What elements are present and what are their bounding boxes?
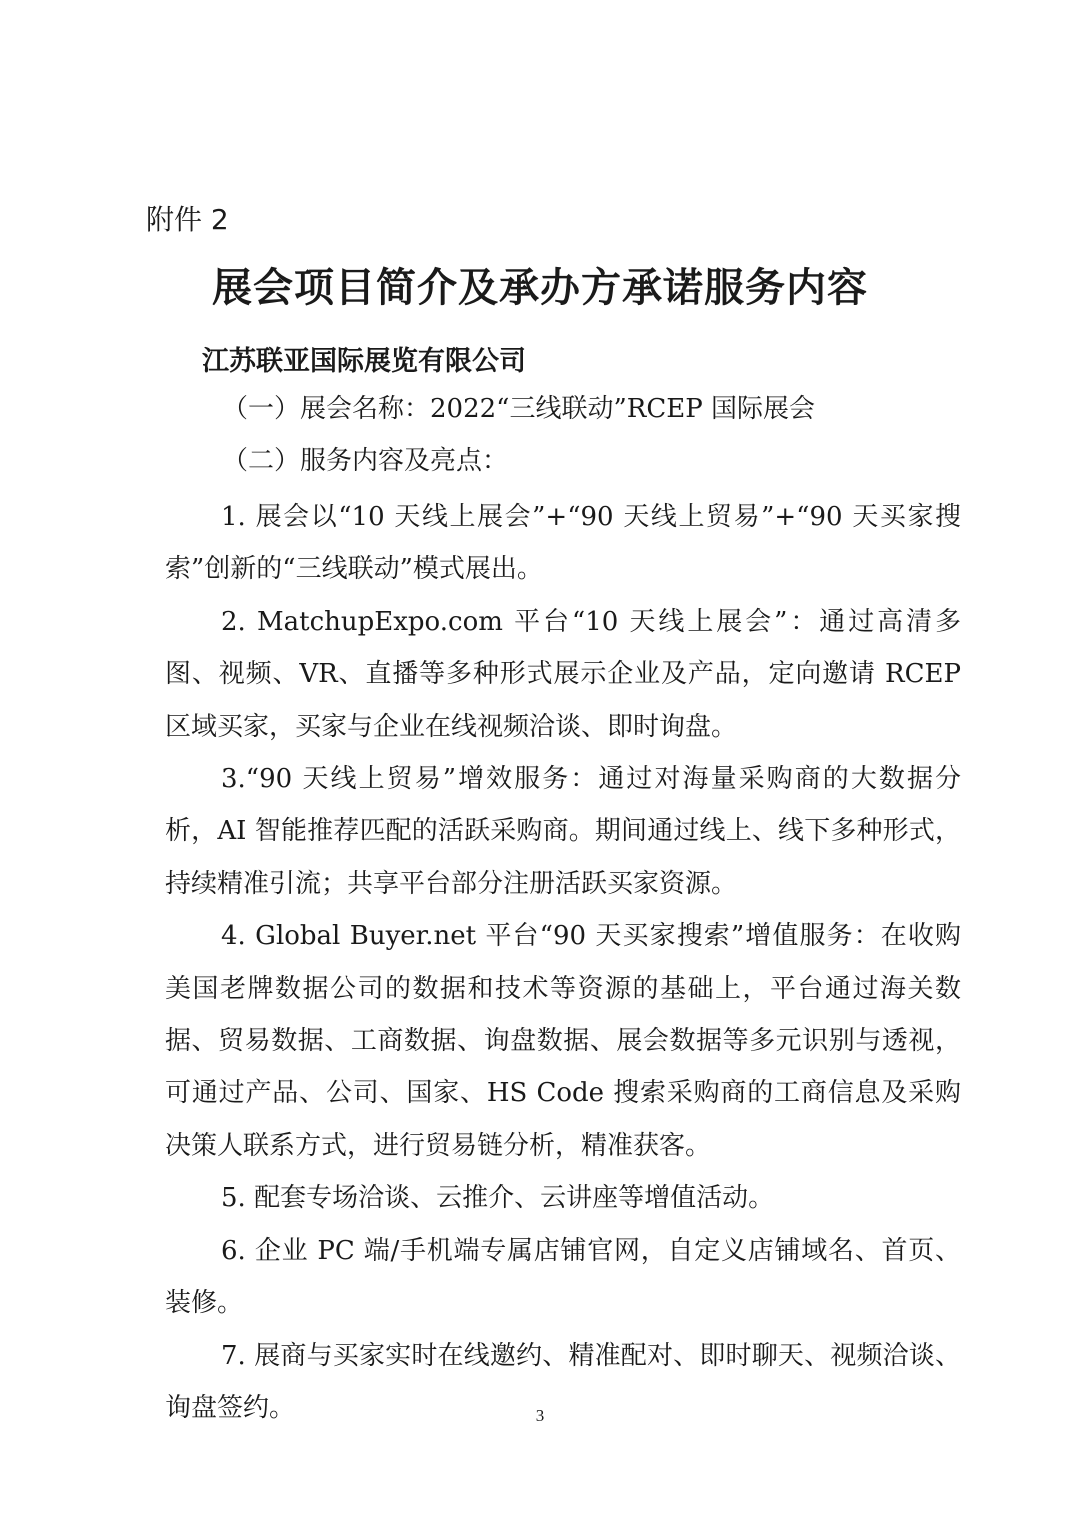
service-item-7: 7. 展商与买家实时在线邀约、精准配对、即时聊天、视频洽谈、询盘签约。 xyxy=(165,1340,961,1423)
attachment-label: 附件 2 xyxy=(146,203,229,236)
service-item-4: 4. Global Buyer.net 平台“90 天买家搜索”增值服务：在收购美国老牌数据公司的数据和技术等资源的基础上，平台通过海关数据、贸易数据、工商数据、询盘数据、展会数据等多元识别与透视，可通过产品、公司、国家、HS Code 搜索采购商的工商信息及采购决策人联系方式，进行贸易链分析，精准获客。 xyxy=(165,921,961,1161)
section-services-heading: （二）服务内容及亮点： xyxy=(222,446,509,476)
service-item-6: 6. 企业 PC 端/手机端专属店铺官网，自定义店铺域名、首页、装修。 xyxy=(165,1235,961,1319)
service-item-3: 3.“90 天线上贸易”增效服务：通过对海量采购商的大数据分析，AI 智能推荐匹配的活跃采购商。期间通过线上、线下多种形式，持续精准引流；共享平台部分注册活跃买家资源。 xyxy=(165,764,961,899)
service-items-list xyxy=(165,491,961,1434)
company-name: 江苏联亚国际展览有限公司 xyxy=(202,346,526,377)
service-item-1: 1. 展会以“10 天线上展会”+“90 天线上贸易”+“90 天买家搜索”创新的“三线联动”模式展出。 xyxy=(165,502,961,585)
document-title: 展会项目简介及承办方承诺服务内容 xyxy=(212,265,868,311)
page-number: 3 xyxy=(535,1406,545,1425)
section-exhibition-name: （一）展会名称：2022“三线联动”RCEP 国际展会 xyxy=(222,394,815,424)
service-item-2: 2. MatchupExpo.com 平台“10 天线上展会”：通过高清多图、视频、VR、直播等多种形式展示企业及产品，定向邀请 RCEP 区域买家，买家与企业在线视频洽谈、即时询盘。 xyxy=(165,606,961,742)
service-item-5: 5. 配套专场洽谈、云推介、云讲座等增值活动。 xyxy=(221,1183,775,1214)
